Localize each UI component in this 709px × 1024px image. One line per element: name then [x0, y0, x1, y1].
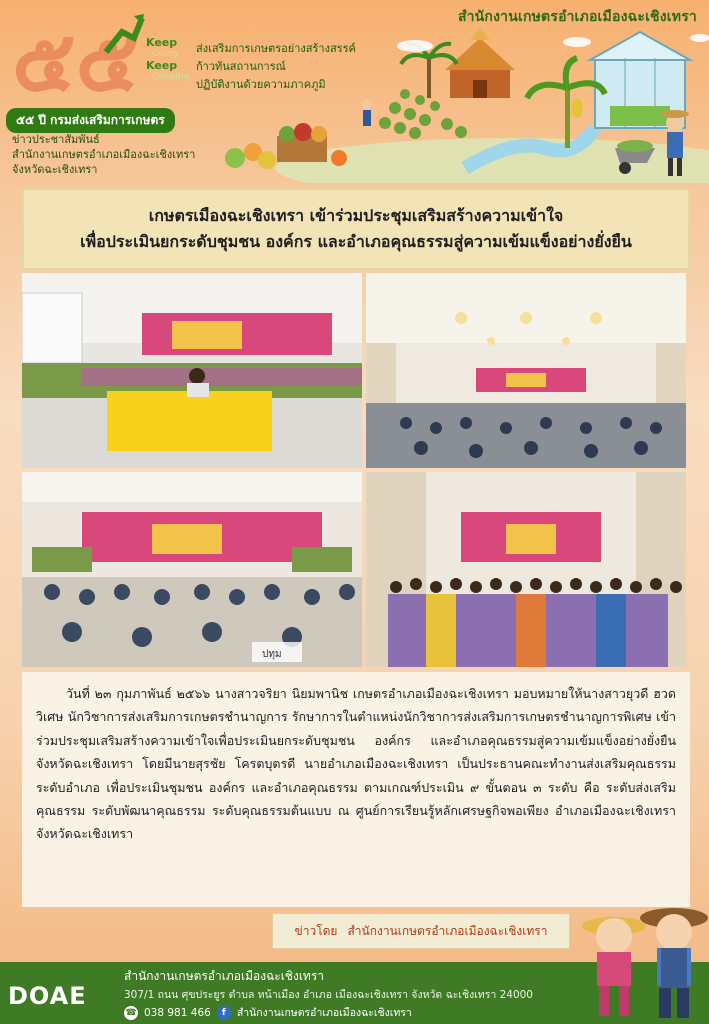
slogan-line: ปฏิบัติงานด้วยความภาคภูมิ: [196, 78, 326, 91]
footer-address: 307/1 ถนน ศุขประยูร ตำบล หน้าเมือง อำเภอ เมืองฉะเชิงเทรา จังหวัด ฉะเชิงเทรา 24000: [124, 989, 533, 1001]
cloud-icon: [397, 40, 433, 52]
cloud-icon: [563, 37, 591, 47]
slogan-line: ส่งเสริมการเกษตรอย่างสร้างสรรค์: [196, 42, 356, 55]
photo-hall-audience: [366, 273, 686, 468]
phone-icon: ☎: [125, 1007, 137, 1018]
footer-facebook[interactable]: สำนักงานเกษตรอำเภอเมืองฉะเชิงเทรา: [236, 1007, 412, 1019]
photo-meeting-chairman: [22, 273, 362, 468]
cloud-icon: [690, 34, 709, 42]
photo-collage: [22, 273, 686, 667]
title-line-1: เกษตรเมืองฉะเชิงเทรา เข้าร่วมประชุมเสริมสร้างความเข้าใจ: [148, 206, 564, 225]
footer-office-name: สำนักงานเกษตรอำเภอเมืองฉะเชิงเทรา: [124, 969, 325, 983]
header: [0, 0, 709, 185]
news-by-label: ข่าวโดย: [294, 923, 338, 938]
pr-line: จังหวัดฉะเชิงเทรา: [12, 163, 98, 176]
doae-logo: DOAE: [8, 982, 87, 1010]
news-title: [22, 188, 690, 270]
pr-line: ข่าวประชาสัมพันธ์: [12, 133, 100, 146]
palm-tree-icon: [401, 44, 457, 98]
keep-growing-word: Keep: [146, 59, 178, 72]
news-by-source: สำนักงานเกษตรอำเภอเมืองฉะเชิงเทรา: [347, 923, 548, 938]
gardener-icon: [362, 99, 372, 126]
facebook-icon: f: [217, 1006, 231, 1020]
pr-line: สำนักงานเกษตรอำเภอเมืองฉะเชิงเทรา: [12, 148, 196, 161]
growing-word: Growing: [152, 72, 190, 82]
keep-going-word: Keep: [146, 36, 178, 49]
photo-group: [366, 472, 686, 667]
footer-contact: [124, 1004, 412, 1021]
office-name-top: สำนักงานเกษตรอำเภอเมืองฉะเชิงเทรา: [458, 9, 697, 25]
title-line-2: เพื่อประเมินยกระดับชุมชน องค์กร และอำเภอคุณธรรมสู่ความเข้มแข็งอย่างยั่งยืน: [80, 232, 632, 251]
body-paragraph: วันที่ ๒๓ กุมภาพันธ์ ๒๕๖๖ นางสาวจริยา นิยมพานิช เกษตรอำเภอเมืองฉะเชิงเทรา มอบหมายให้นางสาวยุวดี ฮวดวิเศษ นักวิชาการส่งเสริมการเกษตรชำนาญการ รักษาการในตำแหน่งนักวิชาการส่งเสริมการเกษตรชำนาญการพิเศษ เข้าร่วมประชุมเสริมสร้างความเข้าใจเพื่อประเมินยกระดับชุมชน องค์กร และอำเภอคุณธรรมสู่ความเข้มแข็งอย่างยั่งยืน จังหวัดฉะเชิงเทรา โดยมีนายสุรชัย โครตบุตรดี นายอำเภอเมืองฉะเชิงเทรา เป็นประธานคณะทำงานส่งเสริมคุณธรรมระดับอำเภอ เพื่อประเมินชุมชน องค์กร และอำเภอคุณธรรม ตามเกณฑ์ประเมิน ๙ ขั้นตอน ๓ ระดับ คือ ระดับส่งเสริมคุณธรรม ระดับพัฒนาคุณธรรม ระดับคุณธรรมต้นแบบ ณ ศูนย์การเรียนรู้หลักเศรษฐกิจพอเพียง อำเภอเมืองฉะเชิงเทรา จังหวัดฉะเชิงเทรา: [36, 686, 676, 842]
keep-going-slogan: [146, 38, 189, 84]
photo-seated-audience: [22, 472, 362, 667]
banner-text: ปทุม: [262, 649, 282, 660]
press-release-label: [12, 132, 195, 177]
going-word: Going: [152, 49, 179, 59]
anniversary-badge: ๕๕ ปี กรมส่งเสริมการเกษตร: [6, 108, 175, 133]
logo-numeral: ๕๕: [12, 12, 140, 104]
anniversary-55-logo: [10, 12, 145, 104]
girl-farmer-icon: [582, 917, 646, 1016]
news-by-badge: [272, 913, 570, 949]
farmer-kids-illustration: [569, 896, 709, 1024]
slogan-line: ก้าวทันสถานการณ์: [196, 60, 286, 73]
footer-phone[interactable]: 038 981 466: [144, 1006, 211, 1019]
news-body: [22, 672, 690, 907]
boy-farmer-icon: [640, 908, 708, 1018]
farm-illustration: [215, 28, 709, 183]
